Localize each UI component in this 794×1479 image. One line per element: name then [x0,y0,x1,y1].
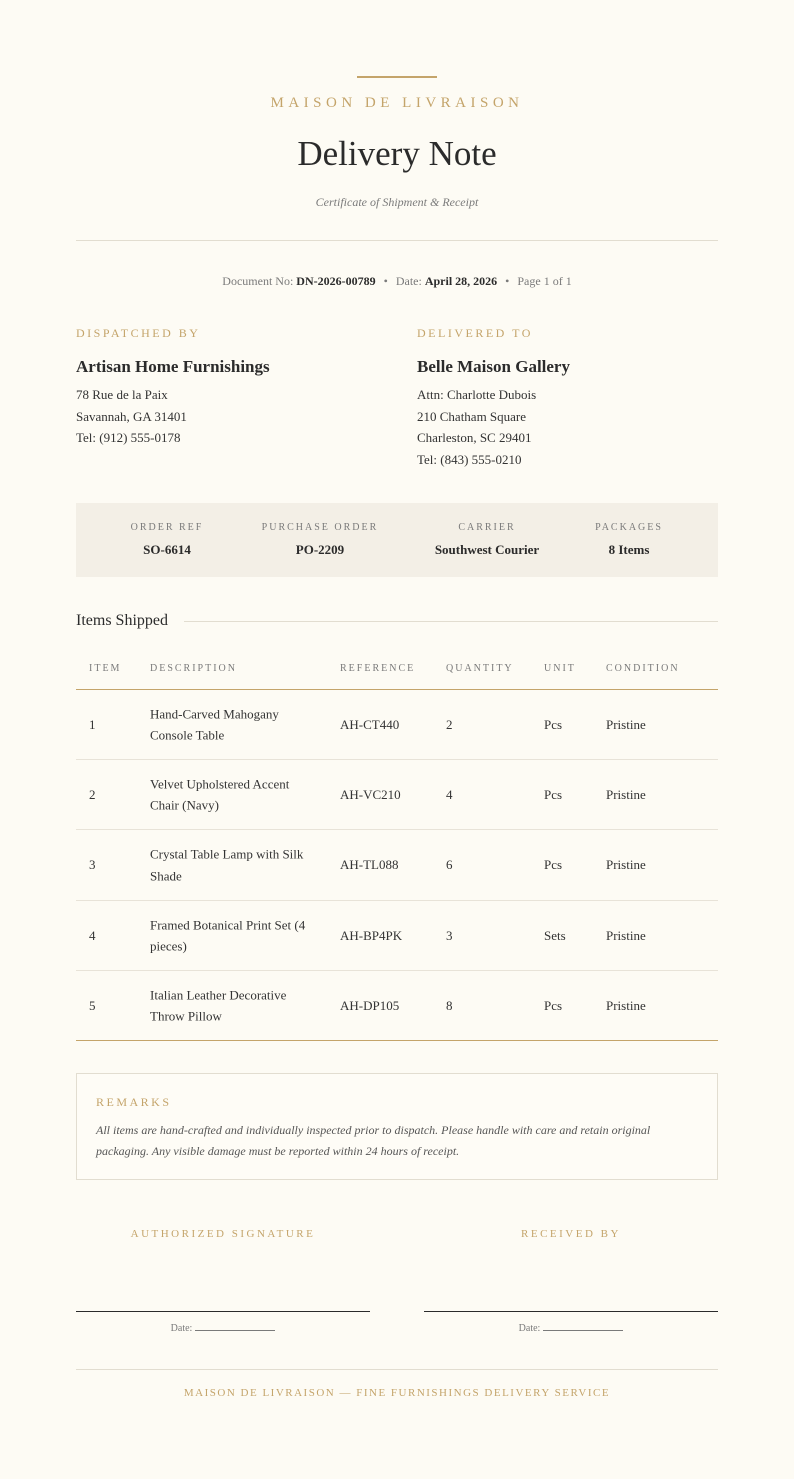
item-reference: AH-CT440 [340,716,400,732]
remarks-box [76,1073,718,1180]
item-reference: AH-DP105 [340,997,400,1013]
remarks-label: REMARKS [96,1095,172,1109]
item-number: 4 [89,927,96,943]
order-ref-value: SO-6614 [143,542,191,557]
dispatcher-phone: Tel: (912) 555-0178 [76,430,181,445]
item-unit: Pcs [544,857,563,872]
items-table-header [76,650,718,690]
item-quantity: 6 [446,857,453,872]
col-header-description: DESCRIPTION [150,663,238,674]
item-description: Italian Leather Decorative Throw Pillow [150,987,287,1024]
col-header-item: ITEM [89,663,122,674]
item-number: 2 [89,786,96,802]
carrier-value: Southwest Courier [434,542,540,557]
item-reference: AH-BP4PK [340,927,403,943]
authorized-signature-label: AUTHORIZED SIGNATURE [130,1228,316,1240]
item-number: 1 [89,716,96,732]
item-condition: Pristine [606,716,646,732]
item-description: Velvet Upholstered Accent Chair (Navy) [150,776,290,813]
order-ref-label: ORDER REF [130,522,204,533]
delivered-to-label: DELIVERED TO [417,326,533,340]
item-unit: Pcs [544,716,563,732]
item-description: Hand-Carved Mahogany Console Table [150,706,279,743]
item-unit: Pcs [544,997,563,1013]
col-header-reference: REFERENCE [340,663,416,674]
item-condition: Pristine [606,997,646,1013]
document-title: Delivery Note [297,134,497,173]
packages-value: 8 Items [608,542,650,557]
reference-panel [76,503,718,577]
page-indicator: Page 1 of 1 [517,274,572,288]
item-number: 3 [89,857,96,872]
dispatcher-name: Artisan Home Furnishings [76,357,270,376]
received-by-block [424,1228,718,1334]
brand-name: MAISON DE LIVRAISON [270,95,524,111]
signature-date-label: Date: [170,1323,193,1334]
header-accent-rule [357,76,437,78]
item-reference: AH-VC210 [340,786,401,802]
remarks-text: All items are hand-crafted and individually inspected prior to dispatch. Please handle with care and retain original packaging. Any visible damage must be reported within 24 hours of receipt. [96,1123,651,1158]
doc-number-label: Document No: [222,274,294,288]
table-row [76,971,718,1041]
doc-number: DN-2026-00789 [296,274,376,288]
meta-separator: • [383,274,388,288]
dispatched-by-label: DISPATCHED BY [76,326,201,340]
dispatcher-address-line: 78 Rue de la Paix [76,387,168,402]
item-quantity: 4 [446,786,453,802]
footer-text: MAISON DE LIVRAISON — FINE FURNISHINGS DELIVERY SERVICE [183,1387,611,1399]
item-quantity: 8 [446,997,453,1013]
recipient-phone: Tel: (843) 555-0210 [417,451,522,467]
document-meta [0,274,794,289]
carrier-label: CARRIER [458,522,516,533]
table-row [76,760,718,830]
header-divider [76,240,718,241]
document-subtitle: Certificate of Shipment & Receipt [315,195,479,209]
signature-date-label: Date: [518,1323,541,1334]
purchase-order-label: PURCHASE ORDER [261,522,379,533]
recipient-name: Belle Maison Gallery [417,357,570,376]
delivered-to-block [417,326,717,470]
doc-date: April 28, 2026 [424,274,498,288]
item-quantity: 3 [446,927,453,943]
received-by-signature-line[interactable] [424,1311,718,1312]
item-unit: Sets [544,927,566,943]
col-header-quantity: QUANTITY [446,663,514,674]
item-description: Framed Botanical Print Set (4 pieces) [150,917,306,954]
date-label: Date: [395,274,422,288]
item-quantity: 2 [446,716,453,732]
authorized-signature-date [76,1322,370,1334]
authorized-signature-block [76,1228,370,1334]
recipient-address-line: 210 Chatham Square [417,408,527,424]
meta-separator: • [505,274,510,288]
item-reference: AH-TL088 [340,857,399,872]
items-section-rule [184,621,718,622]
dispatched-by-block [76,326,376,449]
table-row [76,901,718,971]
signature-date-blank[interactable] [195,1322,275,1331]
dispatcher-address-line: Savannah, GA 31401 [76,408,187,424]
item-unit: Pcs [544,786,563,802]
signature-date-blank[interactable] [543,1322,623,1331]
authorized-signature-line[interactable] [76,1311,370,1312]
item-condition: Pristine [606,927,646,943]
received-by-date [424,1322,718,1334]
table-row [76,690,718,760]
col-header-condition: CONDITION [606,663,680,674]
item-number: 5 [89,997,96,1013]
recipient-attention: Attn: Charlotte Dubois [417,387,537,402]
item-description: Crystal Table Lamp with Silk Shade [150,846,304,883]
packages-label: PACKAGES [595,522,663,533]
table-row [76,830,718,901]
received-by-label: RECEIVED BY [521,1228,621,1240]
footer-divider [76,1369,718,1370]
purchase-order-value: PO-2209 [295,542,345,557]
recipient-address-line: Charleston, SC 29401 [417,430,532,445]
item-condition: Pristine [606,857,646,872]
col-header-unit: UNIT [544,663,576,674]
item-condition: Pristine [606,786,646,802]
items-section-title: Items Shipped [76,612,168,629]
